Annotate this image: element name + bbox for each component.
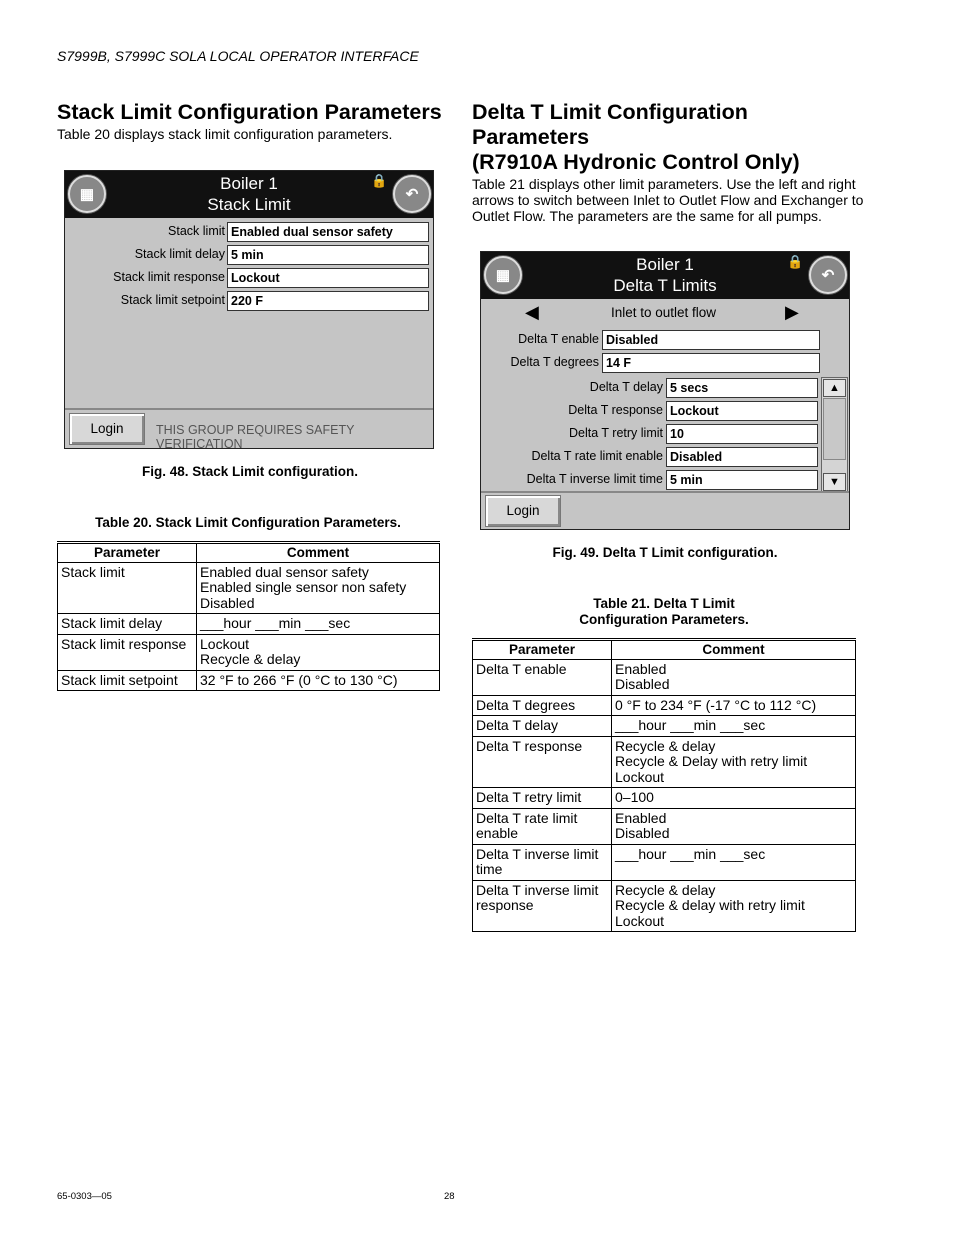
table-row: [473, 788, 856, 809]
field-label: Delta T inverse limit time: [526, 472, 663, 486]
back-arrow-icon: ↶: [821, 267, 835, 284]
field-row: [65, 245, 225, 266]
table-cell-comment: [197, 670, 440, 691]
login-button[interactable]: Login: [69, 413, 145, 445]
table-cell-comment: [612, 808, 856, 844]
scroll-up-icon[interactable]: ▲: [823, 379, 846, 397]
login-button[interactable]: Login: [485, 495, 561, 527]
field-label: Stack limit delay: [134, 247, 225, 261]
scrollbar[interactable]: [821, 377, 848, 493]
table-cell-comment: [197, 634, 440, 670]
field-label: Delta T enable: [518, 332, 599, 346]
table-cell-comment: [197, 562, 440, 614]
table-cell-parameter: Delta T retry limit: [473, 788, 612, 809]
running-head: S7999B, S7999C SOLA LOCAL OPERATOR INTERFACE: [57, 48, 419, 64]
delta-t-intro: [472, 176, 892, 224]
figure-caption-48: Fig. 48. Stack Limit configuration.: [141, 464, 359, 479]
delta-t-degrees-value[interactable]: 14 F: [602, 353, 820, 373]
table-cell-parameter: Stack limit setpoint: [58, 670, 197, 691]
table-header-parameter: Parameter: [473, 640, 612, 660]
table-cell-parameter: Delta T enable: [473, 659, 612, 695]
comment-line: Recycle & Delay with retry limit: [615, 753, 808, 769]
table-row: [58, 670, 440, 691]
field-row: [65, 222, 225, 243]
safety-verification-note: THIS GROUP REQUIRES SAFETY VERIFICATION: [156, 423, 355, 451]
comment-line: Disabled: [615, 676, 670, 692]
figure-caption-49: Fig. 49. Delta T Limit configuration.: [552, 545, 778, 560]
comment-line: Enabled: [615, 660, 667, 677]
table-row: [473, 736, 856, 788]
heading-line: (R7910A Hydronic Control Only): [472, 150, 800, 174]
table-row: [58, 634, 440, 670]
delta-t-retry-limit-value[interactable]: 10: [666, 424, 818, 444]
intro-line: arrows to switch between Inlet to Outlet Flow and Exchanger to: [472, 192, 864, 208]
screen-title-line2: Stack Limit: [207, 195, 291, 214]
table-cell-parameter: Delta T response: [473, 736, 612, 788]
heading-line: Delta T Limit Configuration: [472, 100, 748, 124]
field-row: [481, 353, 599, 374]
field-label: Delta T delay: [589, 380, 663, 394]
section-heading-stack-limit: Stack Limit Configuration Parameters: [57, 100, 442, 124]
stack-limit-setpoint-value[interactable]: 220 F: [227, 291, 429, 311]
comment-line: ___hour ___min ___sec: [200, 615, 351, 631]
comment-line: Recycle & delay with retry limit: [615, 897, 805, 913]
screen-title-line2: Delta T Limits: [613, 276, 717, 295]
field-row: [481, 330, 599, 351]
comment-line: Recycle & delay: [615, 881, 716, 898]
table-cell-comment: [612, 844, 856, 880]
stack-limit-response-value[interactable]: Lockout: [227, 268, 429, 288]
table-cell-parameter: Stack limit delay: [58, 614, 197, 635]
lock-icon: 🔒: [371, 173, 388, 188]
caption-line: Configuration Parameters.: [579, 612, 749, 627]
table-cell-comment: [612, 716, 856, 737]
stack-limit-delay-value[interactable]: 5 min: [227, 245, 429, 265]
table-row: [58, 562, 440, 614]
screen-divider: [65, 408, 433, 410]
heading-line: Parameters: [472, 125, 590, 149]
back-button[interactable]: [809, 256, 847, 294]
delta-t-inverse-limit-time-value[interactable]: 5 min: [666, 470, 818, 490]
delta-t-delay-value[interactable]: 5 secs: [666, 378, 818, 398]
nav-label: Inlet to outlet flow: [611, 305, 717, 320]
delta-t-rate-limit-enable-value[interactable]: Disabled: [666, 447, 818, 467]
field-row: [481, 401, 663, 422]
table-cell-parameter: Delta T rate limit enable: [473, 808, 612, 844]
table-cell-parameter: Stack limit: [58, 562, 197, 614]
stack-limit-intro: Table 20 displays stack limit configuration parameters.: [57, 126, 393, 142]
comment-line: Recycle & delay: [200, 651, 301, 667]
table-row: [473, 808, 856, 844]
table-cell-comment: [612, 788, 856, 809]
intro-line: Outlet Flow. The parameters are the same for all pumps.: [472, 208, 822, 224]
table-row: [473, 844, 856, 880]
table-header-comment: Comment: [612, 640, 856, 660]
stack-limit-value[interactable]: Enabled dual sensor safety: [227, 222, 429, 242]
field-label: Delta T rate limit enable: [531, 449, 663, 463]
table-row: [473, 695, 856, 716]
field-label: Stack limit response: [113, 270, 225, 284]
prev-arrow-icon[interactable]: ◀: [525, 302, 539, 322]
next-arrow-icon[interactable]: ▶: [785, 302, 799, 322]
comment-line: 0 °F to 234 °F (-17 °C to 112 °C): [615, 696, 817, 713]
field-row: [65, 268, 225, 289]
comment-line: 0–100: [615, 789, 654, 805]
section-heading-delta-t: [472, 100, 800, 175]
comment-line: Lockout: [200, 635, 250, 652]
table-caption-20: Table 20. Stack Limit Configuration Parameters.: [95, 515, 401, 530]
screen-title-line1: Boiler 1: [636, 255, 694, 274]
back-button[interactable]: [393, 175, 431, 213]
table-header-comment: Comment: [197, 543, 440, 563]
home-button[interactable]: [484, 256, 522, 294]
field-label: Delta T degrees: [510, 355, 599, 369]
table-row: [473, 880, 856, 932]
comment-line: Disabled: [615, 825, 670, 841]
field-label: Stack limit: [168, 224, 225, 238]
stack-limit-table: [57, 541, 440, 691]
table-cell-parameter: Delta T inverse limit time: [473, 844, 612, 880]
table-cell-comment: [612, 880, 856, 932]
field-label: Delta T retry limit: [568, 426, 663, 440]
delta-t-screen: [480, 251, 850, 530]
comment-line: ___hour ___min ___sec: [615, 845, 766, 862]
table-row: [473, 716, 856, 737]
table-cell-parameter: Delta T degrees: [473, 695, 612, 716]
comment-line: ___hour ___min ___sec: [615, 717, 766, 733]
home-button[interactable]: [68, 175, 106, 213]
field-row: [481, 378, 663, 399]
table-cell-comment: [197, 614, 440, 635]
delta-t-table: [472, 638, 856, 932]
stack-limit-screen: [64, 170, 434, 449]
table-cell-parameter: Stack limit response: [58, 634, 197, 670]
field-row: [65, 291, 225, 312]
field-label: Delta T response: [568, 403, 663, 417]
comment-line: Enabled: [615, 809, 667, 826]
caption-line: Table 21. Delta T Limit: [593, 596, 735, 611]
table-cell-parameter: Delta T delay: [473, 716, 612, 737]
comment-line: 32 °F to 266 °F (0 °C to 130 °C): [200, 671, 398, 688]
page-number: 28: [444, 1191, 455, 1202]
field-label: Stack limit setpoint: [120, 293, 225, 307]
comment-line: Lockout: [615, 912, 665, 929]
screen-title-line1: Boiler 1: [220, 174, 278, 193]
field-row: [481, 424, 663, 445]
scroll-thumb[interactable]: [823, 398, 846, 460]
table-cell-comment: [612, 736, 856, 788]
table-header-parameter: Parameter: [58, 543, 197, 563]
scroll-down-icon[interactable]: ▼: [823, 473, 846, 491]
home-icon: ▦: [495, 267, 511, 284]
field-row: [481, 470, 663, 491]
table-row: [58, 614, 440, 635]
intro-line: Table 21 displays other limit parameters. Use the left and right: [472, 176, 856, 192]
comment-line: Enabled single sensor non safety: [200, 579, 407, 595]
back-arrow-icon: ↶: [405, 186, 419, 203]
table-row: [473, 659, 856, 695]
table-cell-comment: [612, 695, 856, 716]
comment-line: Recycle & delay: [615, 737, 716, 754]
comment-line: Lockout: [615, 768, 665, 785]
screen-divider: [481, 491, 849, 493]
table-cell-comment: [612, 659, 856, 695]
field-row: [481, 447, 663, 468]
doc-number: 65-0303—05: [57, 1191, 112, 1202]
delta-t-response-value[interactable]: Lockout: [666, 401, 818, 421]
comment-line: Enabled dual sensor safety: [200, 563, 369, 580]
comment-line: Disabled: [200, 594, 255, 611]
delta-t-enable-value[interactable]: Disabled: [602, 330, 820, 350]
home-icon: ▦: [79, 186, 95, 203]
lock-icon: 🔒: [787, 254, 804, 269]
table-cell-parameter: Delta T inverse limit response: [473, 880, 612, 932]
table-caption-21: [472, 596, 856, 628]
